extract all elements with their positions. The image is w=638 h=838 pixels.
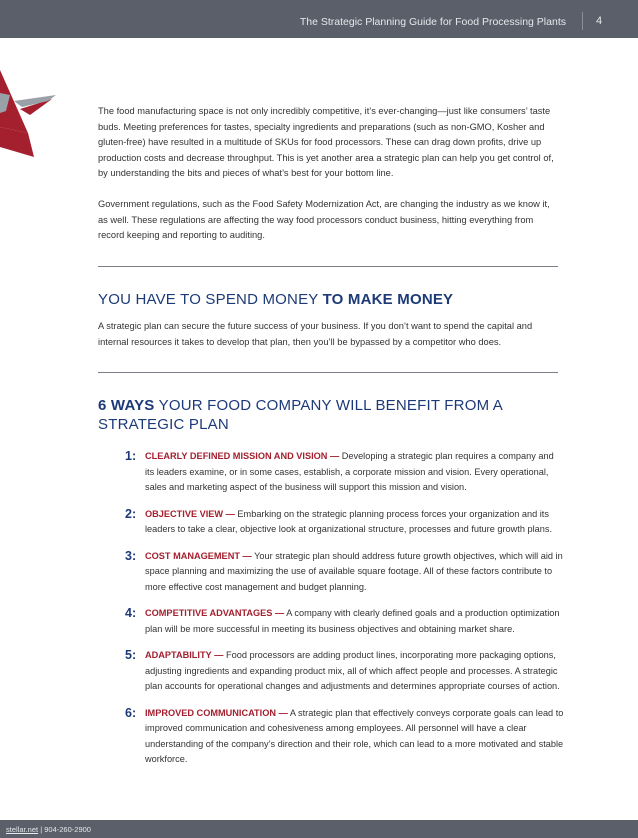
item-body: A strategic plan that effectively conveys corporate goals can lead to improved communication and cohesiveness among employees. All personnel will have a clear understanding of the company’s direction and their role, which can lead to a more motivated and stable workforce. (145, 707, 564, 764)
list-item (125, 449, 565, 496)
list-item (125, 606, 565, 637)
em-dash: — (225, 508, 235, 519)
item-body: Your strategic plan should address future growth objectives, which will aid in space planning and maximizing the use of available square footage. All of these factors contribute to more effective cost management and budget planning. (145, 550, 563, 592)
section-divider (98, 266, 558, 267)
item-number: 4: (125, 606, 137, 620)
list-item (125, 648, 565, 695)
item-body: Developing a strategic plan requires a company and its leaders examine, or in some cases, establish, a corporate mission and vision. Every operational, sales and marketing aspect of the business will support this mission and vision. (145, 451, 554, 492)
item-body: Embarking on the strategic planning process forces your organization and its leaders to take a clear, objective look at organizational structure, processes and future growth plans. (145, 508, 553, 534)
item-body: A company with clearly defined goals and a production optimization plan will be more successful in meeting its business objectives and obtaining market share. (145, 608, 560, 634)
heading-light-text: YOUR FOOD COMPANY WILL BENEFIT FROM A STRATEGIC PLAN (98, 397, 503, 433)
item-heading: IMPROVED COMMUNICATION (145, 707, 277, 718)
footer-bar (0, 820, 638, 838)
section1-paragraph: A strategic plan can secure the future success of your business. If you don’t want to spend the capital and internal resources it takes to develop that plan, then you’ll be bypassed by a competitor who does. (98, 321, 533, 347)
section-heading-6-ways (98, 396, 538, 434)
em-dash: — (242, 550, 252, 561)
list-item (125, 549, 565, 596)
item-number: 2: (125, 506, 137, 521)
website-link[interactable]: stellar.net (6, 825, 39, 834)
footer-separator: | (40, 825, 43, 834)
item-number: 6: (125, 705, 137, 720)
item-heading: COST MANAGEMENT (145, 550, 240, 561)
em-dash: — (214, 650, 224, 660)
heading-bold-text: 6 WAYS (98, 397, 155, 414)
em-dash: — (275, 608, 285, 618)
item-number: 5: (125, 648, 137, 662)
item-heading: COMPETITIVE ADVANTAGES (145, 608, 273, 618)
header-divider (582, 12, 583, 30)
page-number: 4 (596, 15, 603, 27)
item-body: Food processors are adding product lines, incorporating more packaging options, adjusting ingredients and expanding product mix, all of which affect people and processes. A strategic plan accounts for operational changes and adjustments and determines appropriate courses of action. (145, 650, 560, 691)
intro-paragraph-1: The food manufacturing space is not only incredibly competitive, it’s ever-changing—just like consumers’ taste buds. Meeting preferences for tastes, specialty ingredients and preparations (such as non-GMO, Kosher and gluten-free) have resulted in a multitude of SKUs for food processors. These can drag down profits, drive up production costs and decrease throughput. This is yet another area a strategic plan can help you get control of, by understanding the bits and pieces of what’s best for your bottom line. (98, 106, 554, 179)
section-heading-spend-money (98, 291, 568, 308)
item-heading: ADAPTABILITY (145, 650, 212, 660)
section-divider (98, 372, 558, 373)
benefits-list (125, 449, 565, 779)
heading-light-text: YOU HAVE TO SPEND MONEY (98, 291, 319, 308)
item-number: 3: (125, 548, 137, 563)
item-heading: OBJECTIVE VIEW (145, 508, 224, 519)
intro-paragraph-2: Government regulations, such as the Food Safety Modernization Act, are changing the industry as we know it, as well. These regulations are affecting the way food processors conduct business, hitting everything from record keeping and reporting to auditing. (98, 199, 550, 241)
phone-number: 904-260-2900 (44, 825, 91, 834)
star-logo-icon (0, 55, 60, 160)
em-dash: — (329, 451, 340, 461)
item-heading: CLEARLY DEFINED MISSION AND VISION (145, 451, 328, 461)
document-title: The Strategic Planning Guide for Food Processing Plants (299, 16, 566, 28)
footer-contact (6, 825, 91, 834)
em-dash: — (278, 707, 288, 718)
list-item (125, 507, 565, 538)
header-bar (0, 0, 638, 38)
list-item (125, 706, 565, 768)
item-number: 1: (125, 449, 137, 463)
heading-bold-text: TO MAKE MONEY (322, 291, 454, 308)
